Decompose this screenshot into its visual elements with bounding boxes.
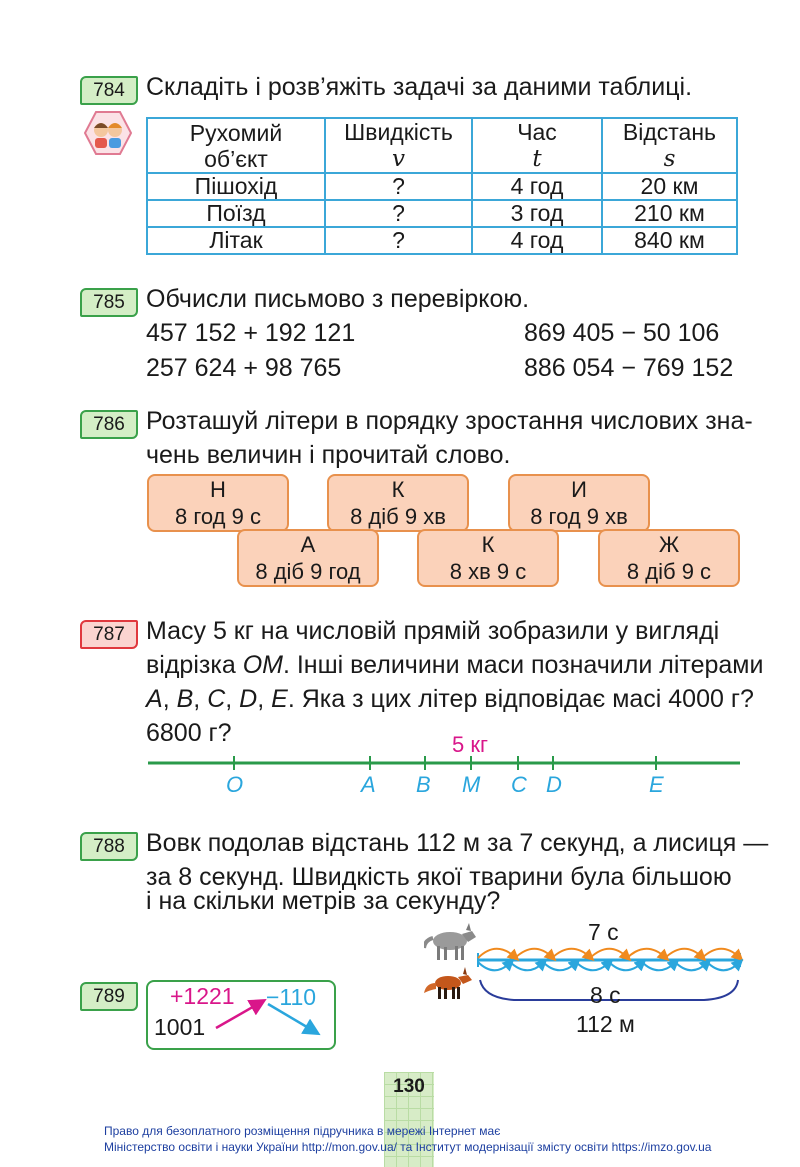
task-number-785: 785: [80, 288, 138, 317]
letter-card: И 8 год 9 хв: [508, 474, 650, 532]
letter-card: Н 8 год 9 с: [147, 474, 289, 532]
task-787-line4: 6800 г?: [146, 719, 232, 747]
task-number-789: 789: [80, 982, 138, 1011]
motion-table: [146, 117, 738, 255]
task-786-line2: чень величин і прочитай слово.: [146, 441, 511, 469]
table-header-time: Час t: [472, 118, 602, 173]
table-cell: Поїзд: [147, 200, 325, 227]
task-788-line1: Вовк подолав відстань 112 м за 7 секунд, а лисиця —: [146, 829, 769, 857]
distance-label: 112 м: [576, 1011, 635, 1037]
fox-icon: [424, 965, 474, 1001]
table-cell: ?: [325, 173, 472, 200]
table-cell: 4 год: [472, 227, 602, 254]
table-header-speed: Швидкість v: [325, 118, 472, 173]
task-787-line3: A, B, C, D, E. Яка з цих літер відповідає масі 4000 г?: [146, 685, 754, 713]
chain-arrows: [146, 980, 336, 1048]
task-784-text: Складіть і розв’яжіть задачі за даними таблиці.: [146, 73, 693, 101]
chain-op1: +1221: [170, 983, 235, 1009]
table-header-object: Рухомий об’єкт: [147, 118, 325, 173]
task-785-text: Обчисли письмово з перевіркою.: [146, 285, 530, 313]
point-label-O: O: [226, 772, 244, 797]
footer-line-2: Міністерство освіти і науки України http://mon.gov.ua/ та Інститут модернізації змісту освіти https://imzo.gov.ua: [104, 1140, 712, 1154]
point-label-A: A: [361, 772, 376, 797]
table-cell: 20 км: [602, 173, 737, 200]
task-787-line1: Масу 5 кг на числовій прямій зобразили у вигляді: [146, 617, 720, 645]
task-788-line2: за 8 секунд. Швидкість якої тварини була більшою: [146, 863, 732, 891]
fox-time-label: 8 с: [590, 982, 621, 1008]
expression: 886 054 − 769 152: [524, 354, 734, 382]
chain-start-number: 1001: [154, 1014, 206, 1040]
task-number-787: 787: [80, 620, 138, 649]
table-header-distance: Відстань s: [602, 118, 737, 173]
letter-card: Ж 8 діб 9 с: [598, 529, 740, 587]
number-line: [148, 753, 740, 773]
chain-op2: −110: [266, 984, 317, 1010]
point-label-D: D: [546, 772, 562, 797]
footer-line-1: Право для безоплатного розміщення підручника в мережі Інтернет має: [104, 1124, 501, 1138]
expression: 257 624 + 98 765: [146, 354, 342, 382]
point-label-E: E: [649, 772, 664, 797]
table-cell: 210 км: [602, 200, 737, 227]
table-cell: 3 год: [472, 200, 602, 227]
table-cell: 4 год: [472, 173, 602, 200]
point-label-B: B: [416, 772, 431, 797]
task-number-784: 784: [80, 76, 138, 105]
letter-card: К 8 хв 9 с: [417, 529, 559, 587]
task-787-line2: відрізка OM. Інші величини маси позначили літерами: [146, 651, 764, 679]
wolf-icon: [424, 920, 478, 962]
table-row: [147, 173, 737, 200]
page-number: 130: [393, 1076, 425, 1097]
table-cell: Пішохід: [147, 173, 325, 200]
letter-card: А 8 діб 9 год: [237, 529, 379, 587]
table-row: [147, 227, 737, 254]
expression: 869 405 − 50 106: [524, 319, 720, 347]
table-cell: ?: [325, 227, 472, 254]
task-786-line1: Розташуй літери в порядку зростання числових зна-: [146, 407, 753, 435]
table-cell: Літак: [147, 227, 325, 254]
wolf-time-label: 7 с: [588, 919, 619, 945]
point-label-M: M: [462, 772, 481, 797]
task-788-line3: і на скільки метрів за секунду?: [146, 887, 501, 915]
table-cell: 840 км: [602, 227, 737, 254]
expression: 457 152 + 192 121: [146, 319, 356, 347]
mass-mark-label: 5 кг: [452, 732, 488, 757]
table-row: [147, 200, 737, 227]
pair-work-icon: [84, 110, 132, 156]
point-label-C: C: [511, 772, 527, 797]
task-number-788: 788: [80, 832, 138, 861]
task-number-786: 786: [80, 410, 138, 439]
table-cell: ?: [325, 200, 472, 227]
letter-card: К 8 діб 9 хв: [327, 474, 469, 532]
